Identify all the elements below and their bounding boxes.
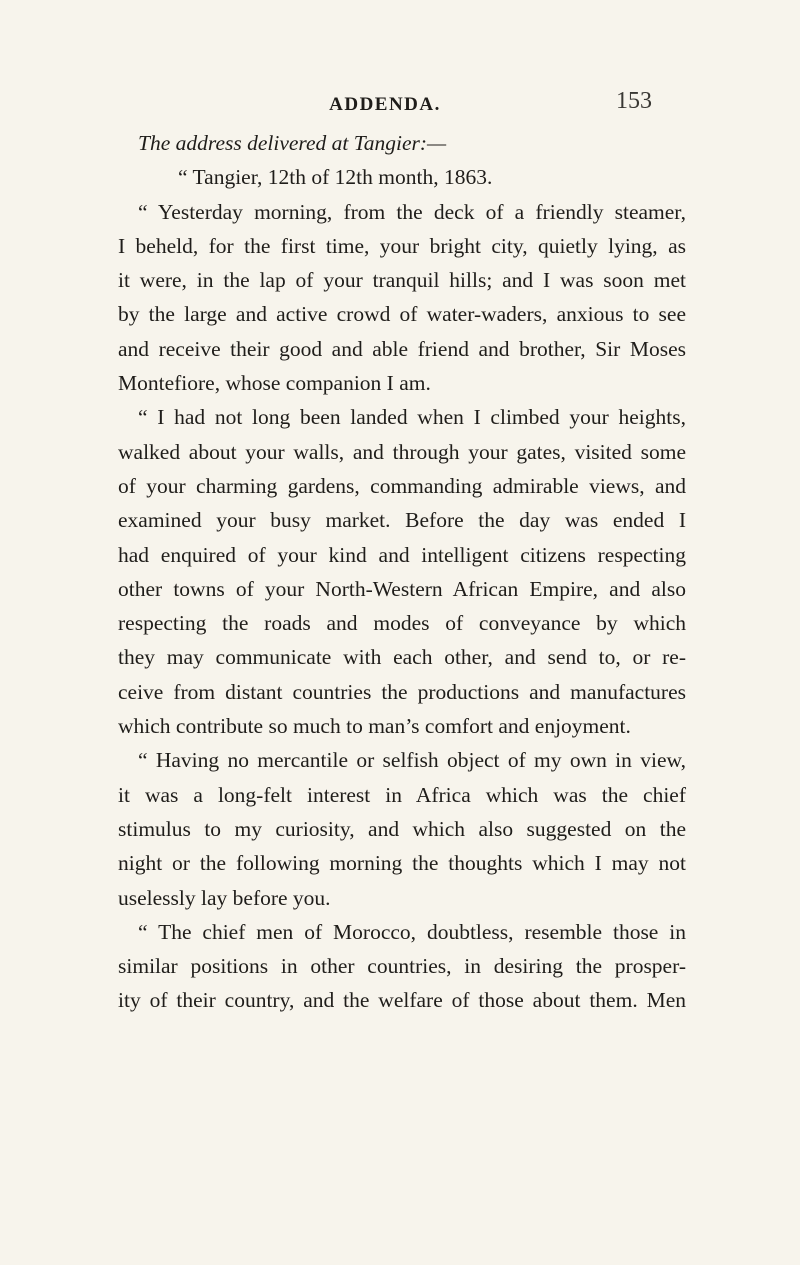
text-line: respecting the roads and modes of conveyance by which xyxy=(118,611,686,636)
text-line: had enquired of your kind and intelligent citizens respecting xyxy=(118,542,686,567)
text-line: “ The chief men of Morocco, doubtless, resemble those in xyxy=(138,919,686,944)
text-line: examined your busy market. Before the day was ended I xyxy=(118,508,686,533)
text-line: walked about your walls, and through your gates, visited some xyxy=(118,439,686,464)
dateline: “ Tangier, 12th of 12th month, 1863. xyxy=(178,165,493,190)
text-line: similar positions in other countries, in desiring the prosper- xyxy=(118,954,686,979)
text-line: which contribute so much to man’s comfort and enjoyment. xyxy=(118,714,631,739)
text-line: they may communicate with each other, and send to, or re- xyxy=(118,645,686,670)
body-text xyxy=(118,126,686,1018)
text-line: I beheld, for the first time, your bright city, quietly lying, as xyxy=(118,233,686,258)
running-head-title: ADDENDA. xyxy=(329,94,441,115)
text-line: night or the following morning the thoughts which I may not xyxy=(118,851,686,876)
text-line: of your charming gardens, commanding admirable views, and xyxy=(118,473,686,498)
text-line: stimulus to my curiosity, and which also suggested on the xyxy=(118,816,686,841)
text-line: and receive their good and able friend and brother, Sir Moses xyxy=(118,336,686,361)
text-line: “ I had not long been landed when I climbed your heights, xyxy=(138,405,686,430)
running-head xyxy=(118,88,652,124)
text-line: Montefiore, whose companion I am. xyxy=(118,371,431,396)
section-heading: The address delivered at Tangier:— xyxy=(138,131,447,155)
text-line: uselessly lay before you. xyxy=(118,885,331,910)
text-line: “ Yesterday morning, from the deck of a friendly steamer, xyxy=(138,199,686,224)
text-line: ceive from distant countries the productions and manufactures xyxy=(118,679,686,704)
page-number: 153 xyxy=(616,88,652,114)
text-line: “ Having no mercantile or selfish object of my own in view, xyxy=(138,748,686,773)
text-line: other towns of your North-Western African Empire, and also xyxy=(118,576,686,601)
text-line: ity of their country, and the welfare of those about them. Men xyxy=(118,988,686,1013)
text-line: by the large and active crowd of water-waders, anxious to see xyxy=(118,302,686,327)
text-line: it were, in the lap of your tranquil hills; and I was soon met xyxy=(118,268,686,293)
text-line: it was a long-felt interest in Africa which was the chief xyxy=(118,782,686,807)
